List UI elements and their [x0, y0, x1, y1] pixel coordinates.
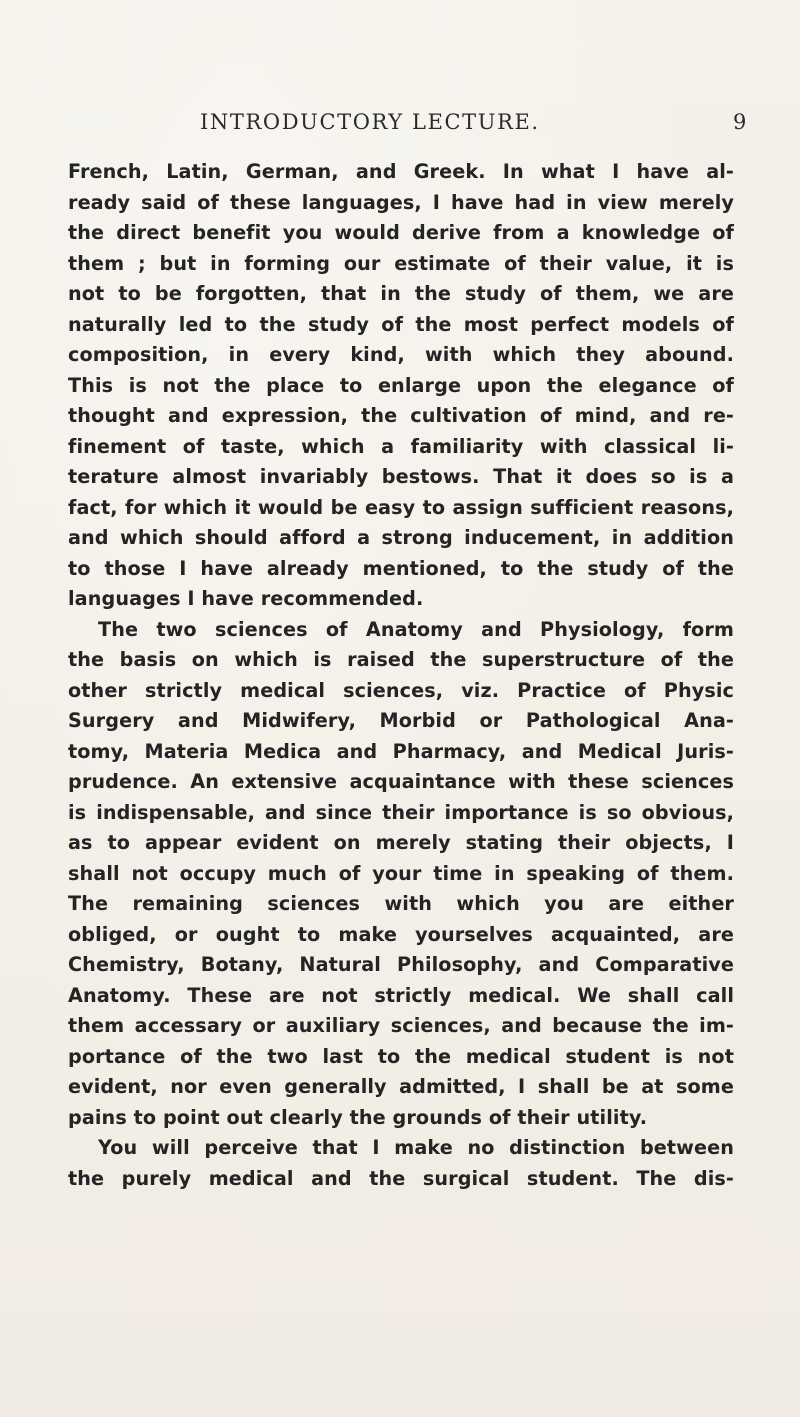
text-line: You will perceive that I make no distinction between [98, 1136, 734, 1159]
text-line: Chemistry, Botany, Natural Philosophy, and Comparative [68, 953, 734, 976]
text-line: Anatomy. These are not strictly medical. We shall call [68, 983, 734, 1007]
page-number: 9 [733, 110, 747, 134]
text-line: is indispensable, and since their importance is so obvious, [68, 800, 734, 824]
text-line: terature almost invariably bestows. That it does so is a [68, 465, 734, 488]
text-line: shall not occupy much of your time in speaking of them. [68, 861, 734, 885]
text-line: composition, in every kind, with which they abound. [68, 343, 734, 366]
text-line: prudence. An extensive acquaintance with these sciences [68, 770, 734, 793]
text-line: fact, for which it would be easy to assign sufficient reasons, [68, 495, 734, 519]
text-line: French, Latin, German, and Greek. In what I have al- [68, 160, 734, 183]
text-line: obliged, or ought to make yourselves acquainted, are [68, 922, 734, 946]
text-line: ready said of these languages, I have had in view merely [68, 190, 734, 214]
text-line: not to be forgotten, that in the study of them, we are [68, 282, 734, 305]
text-line: pains to point out clearly the grounds of their utility. [68, 1105, 648, 1129]
text-line: them ; but in forming our estimate of their value, it is [68, 251, 734, 275]
text-line: evident, nor even generally admitted, I shall be at some [68, 1075, 734, 1098]
text-line: portance of the two last to the medical student is not [68, 1044, 734, 1068]
text-line: the direct benefit you would derive from a knowledge of [68, 221, 734, 244]
running-header [0, 110, 800, 146]
text-line: naturally led to the study of the most perfect models of [68, 312, 734, 336]
text-line: tomy, Materia Medica and Pharmacy, and Medical Juris- [68, 739, 734, 763]
text-line: languages I have recommended. [68, 587, 424, 610]
header-title: INTRODUCTORY LECTURE. [200, 110, 540, 134]
text-line: The remaining sciences with which you are either [68, 892, 734, 915]
text-line: the basis on which is raised the superstructure of the [68, 648, 734, 671]
text-line: The two sciences of Anatomy and Physiology, form [98, 617, 734, 641]
text-line: and which should afford a strong inducement, in addition [68, 526, 734, 549]
text-line: them accessary or auxiliary sciences, and because the im- [68, 1014, 734, 1037]
text-line: to those I have already mentioned, to the study of the [68, 556, 734, 580]
text-line: Surgery and Midwifery, Morbid or Pathological Ana- [68, 709, 734, 732]
text-line: the purely medical and the surgical student. The dis- [68, 1166, 734, 1190]
text-line: as to appear evident on merely stating their objects, I [68, 831, 734, 854]
body-text [68, 157, 734, 1194]
text-line: thought and expression, the cultivation of mind, and re- [68, 404, 734, 427]
text-line: This is not the place to enlarge upon the elegance of [68, 373, 734, 397]
text-line: finement of taste, which a familiarity with classical li- [68, 434, 734, 458]
text-line: other strictly medical sciences, viz. Practice of Physic [68, 678, 734, 702]
